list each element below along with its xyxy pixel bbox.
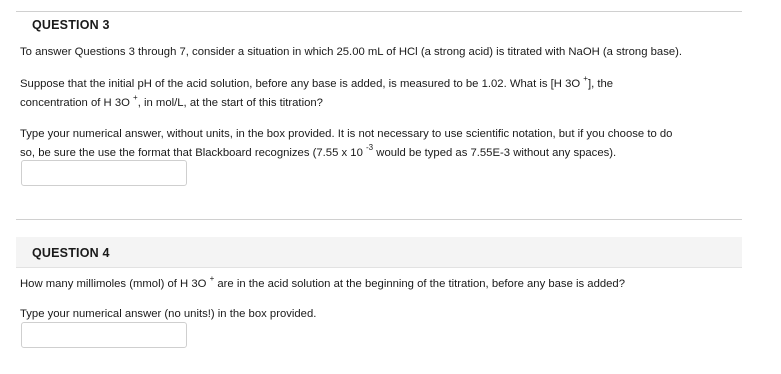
question-3-instructions-line-2: so, be sure the use the format that Blackboard recognizes (7.55 x 10 $^{-3}$ would be typed as 7.55E-3 without any spaces). [20,143,617,159]
question-4-title: QUESTION 4 [32,246,110,260]
question-3-prompt-line-1: Suppose that the initial pH of the acid solution, before any base is added, is measured to be 1.02. What is [H 3O +], the [20,74,614,90]
question-4-answer-input[interactable] [21,322,187,348]
question-3-intro [20,43,740,62]
question-4-prompt: How many millimoles (mmol) of H 3O + are in the acid solution at the beginning of the titration, before any base is added? [20,274,625,290]
question-3-prompt-line-2: concentration of H 3O +, in mol/L, at the start of this titration? [20,93,323,109]
question-3-prompt [20,75,740,113]
question-3-title: QUESTION 3 [32,18,110,32]
question-3-answer-input[interactable] [21,160,187,186]
question-3-bottom-divider [16,219,742,220]
question-4-instructions: Type your numerical answer (no units!) in the box provided. [20,308,317,320]
question-3-instructions-line-1: Type your numerical answer, without units, in the box provided. It is not necessary to use scientific notation, but if you choose to do [20,128,673,140]
question-3-instructions [20,125,740,163]
top-divider [16,11,742,12]
question-4-header [16,237,742,268]
question-3-intro-text: To answer Questions 3 through 7, consider a situation in which 25.00 mL of HCl (a strong acid) is titrated with NaOH (a strong base). [20,46,683,58]
